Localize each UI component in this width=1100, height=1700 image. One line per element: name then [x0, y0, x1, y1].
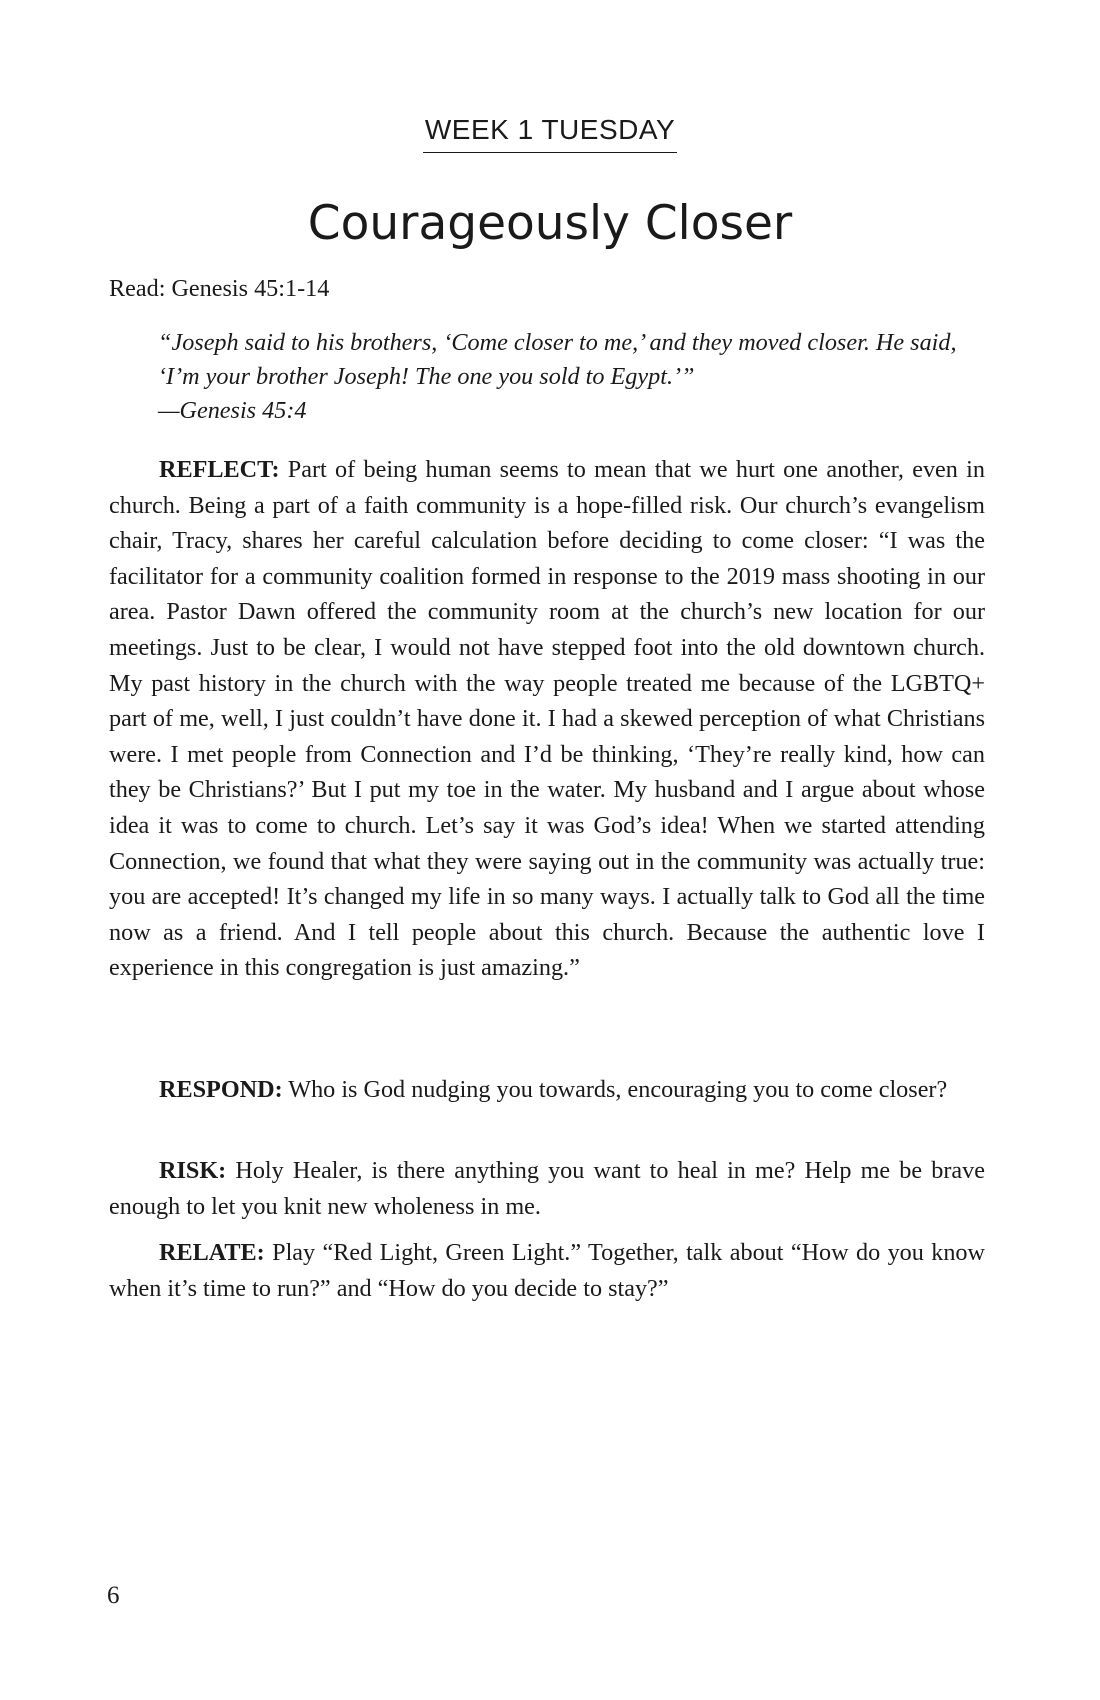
respond-text: Who is God nudging you towards, encouraging you to come closer?	[282, 1076, 948, 1103]
devotion-title: Courageously Closer	[307, 196, 793, 251]
reflect-text: Part of being human seems to mean that we hurt one another, even in church. Being a part of a faith community is a hope-filled risk. Our church’s evangelism chair, Tracy, shares her careful calculation before deciding to come closer: “I was the facilitator for a community coalition formed in response to the 2019 mass shooting in our area. Pastor Dawn offered the community room at the church’s new location for our meetings. Just to be clear, I would not have stepped foot into the old downtown church. My past history in the church with the way people treated me because of the LGBTQ+ part of me, well, I just couldn’t have done it. I had a skewed perception of what Christians were. I met people from Connection and I’d be thinking, ‘They’re really kind, how can they be Christians?’ But I put my toe in the water. My husband and I argue about whose idea it was to come to church. Let’s say it was God’s idea! When we started attending Connection, we found that what they were saying out in the community was actually true: you are accepted! It’s changed my life in so many ways. I actually talk to God all the time now as a friend. And I tell people about this church. Because the authentic love I experience in this congregation is just amazing.”	[109, 456, 985, 982]
risk-label: RISK:	[159, 1157, 227, 1184]
risk-paragraph	[109, 1153, 985, 1224]
respond-paragraph	[109, 1072, 985, 1108]
scripture-quote-text: “Joseph said to his brothers, ‘Come closer to me,’ and they moved closer. He said, ‘I’m your brother Joseph! The one you sold to Egypt.’”	[158, 329, 957, 390]
relate-paragraph	[109, 1235, 985, 1306]
scripture-quote-citation: —Genesis 45:4	[158, 397, 307, 424]
respond-section	[109, 1072, 985, 1108]
scripture-reading-line: Read: Genesis 45:1-14	[109, 275, 330, 302]
reflect-section	[109, 452, 985, 986]
risk-section	[109, 1153, 985, 1224]
relate-section	[109, 1235, 985, 1306]
respond-label: RESPOND:	[159, 1076, 283, 1103]
reflect-label: REFLECT:	[159, 456, 280, 483]
page-number: 6	[107, 1582, 120, 1609]
reflect-paragraph	[109, 452, 985, 986]
scripture-quote	[158, 326, 958, 428]
risk-text: Holy Healer, is there anything you want to heal in me? Help me be brave enough to let you knit new wholeness in me.	[109, 1157, 985, 1220]
relate-label: RELATE:	[159, 1239, 265, 1266]
week-day-heading	[0, 114, 1100, 153]
week-day-label: WEEK 1 TUESDAY	[423, 114, 677, 153]
relate-text: Play “Red Light, Green Light.” Together, talk about “How do you know when it’s time to run?” and “How do you decide to stay?”	[109, 1239, 985, 1302]
